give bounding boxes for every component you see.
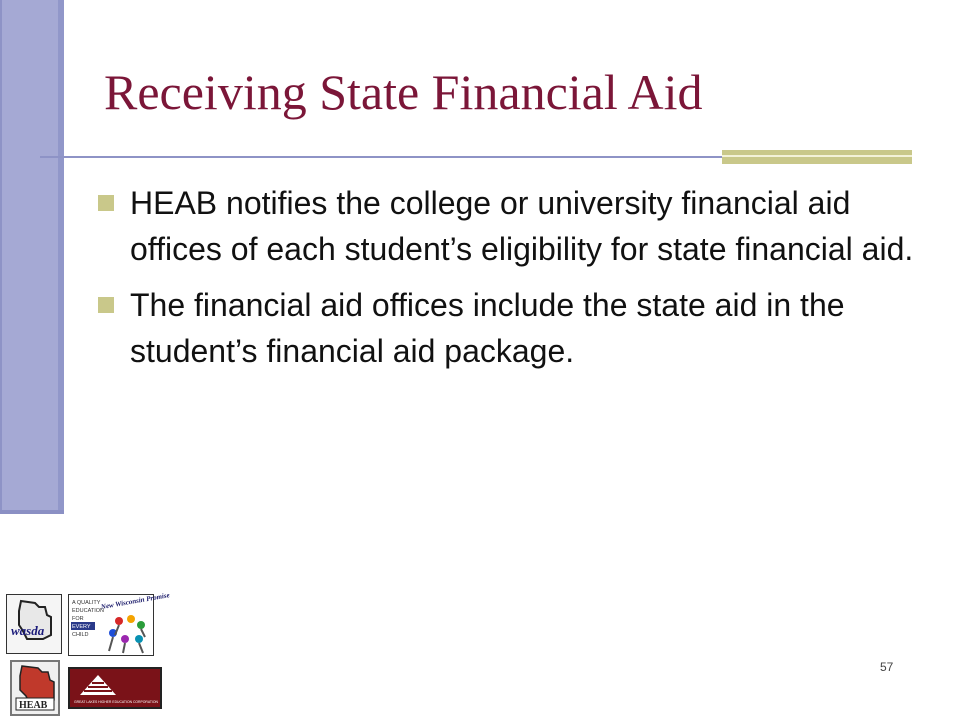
sidebar-edge: [58, 0, 64, 514]
great-lakes-logo-text: GREAT LAKES HIGHER EDUCATION CORPORATION: [74, 700, 158, 704]
slide-title: Receiving State Financial Aid: [104, 64, 703, 120]
promise-script: New Wisconsin Promise: [100, 591, 171, 612]
promise-line-5: CHILD: [72, 632, 89, 638]
bullet-text: The financial aid offices include the state aid in the student’s financial aid package.: [130, 287, 845, 369]
square-bullet-icon: [98, 195, 114, 211]
decorative-sidebar: [0, 0, 64, 514]
heab-logo: [10, 660, 60, 716]
new-wisconsin-promise-logo: [68, 591, 171, 656]
page-number: 57: [880, 660, 894, 674]
wasda-logo-text: wasda: [11, 623, 45, 638]
great-lakes-logo: [68, 667, 162, 709]
sidebar-bottom-edge: [0, 510, 64, 514]
bullet-list: [96, 180, 926, 384]
promise-line-3: FOR: [72, 616, 84, 622]
promise-line-2: EDUCATION: [72, 608, 104, 614]
bullet-item: [96, 282, 926, 374]
bullet-item: [96, 180, 926, 272]
square-bullet-icon: [98, 297, 114, 313]
promise-line-4: EVERY: [72, 624, 91, 630]
accent-bar: [722, 150, 912, 164]
heab-logo-text: HEAB: [19, 700, 48, 711]
bullet-text: HEAB notifies the college or university financial aid offices of each student’s eligibility for state financial aid.: [130, 185, 914, 267]
promise-line-1: A QUALITY: [72, 600, 101, 606]
title-divider: [40, 156, 722, 158]
wasda-logo: [6, 594, 62, 654]
